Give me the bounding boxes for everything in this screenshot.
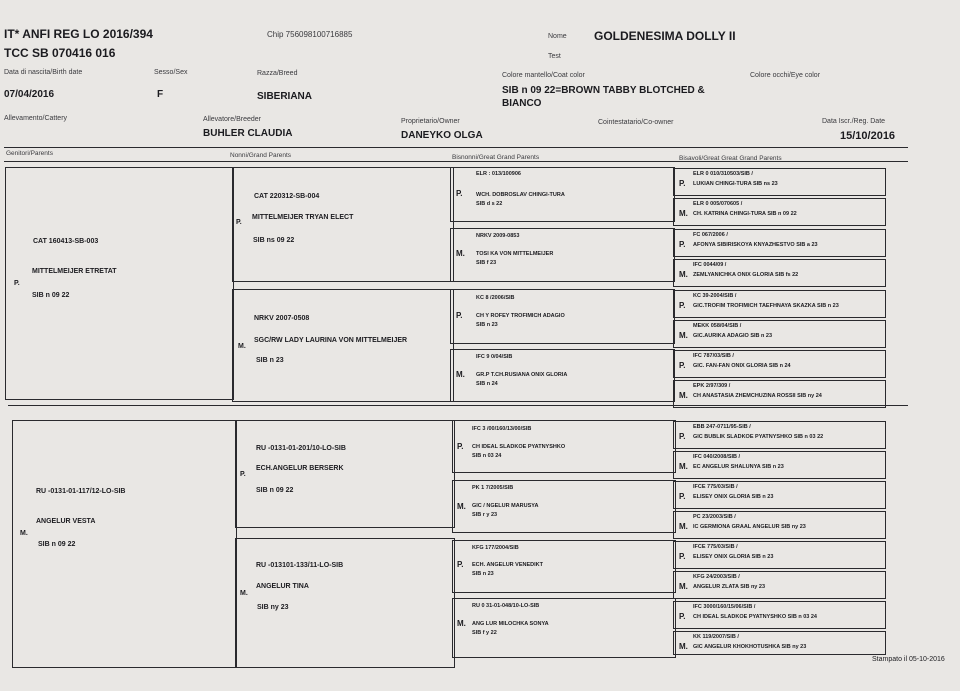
- header-divider: [4, 147, 908, 148]
- gggrand-reg: PC 23/2003/SIB /: [693, 514, 736, 520]
- grand-3-ems: SIB n 09 22: [256, 487, 294, 494]
- gggrand-reg: EBB 247-0711/95-SIB /: [693, 424, 751, 430]
- gggrand-reg: ELR 0 010/310503/SIB /: [693, 171, 753, 177]
- ggrand-7-sex: P.: [457, 560, 464, 569]
- gggrand-sex: M.: [679, 331, 688, 340]
- parent-box-sire: [5, 167, 234, 400]
- gggrand-name: ELISEY ONIX GLORIA SIB n 23: [693, 494, 774, 500]
- ggrand-4-reg: IFC 9 0/04/SIB: [476, 354, 513, 360]
- ggrand-5-sex: P.: [457, 442, 464, 451]
- ggrand-6-sex: M.: [457, 502, 466, 511]
- grand-box-2: [232, 289, 454, 402]
- gggrand-sex: P.: [679, 361, 686, 370]
- gggrand-sex: M.: [679, 582, 688, 591]
- breeder-value: BUHLER CLAUDIA: [203, 128, 293, 139]
- regdate-label: Data Iscr./Reg. Date: [822, 118, 886, 125]
- ggrand-3-reg: KC 8 /2006/SIB: [476, 295, 515, 301]
- gggrand-name: CH IDEAL SLADKOE PYATNYSHKO SIB n 03 24: [693, 614, 817, 620]
- ggrand-4-name: GR.P T.CH.RUSIANA ONIX GLORIA: [476, 372, 568, 378]
- gggrand-reg: KC 39-2004/SIB /: [693, 293, 737, 299]
- ggrand-1-ems: SIB d s 22: [476, 201, 503, 207]
- gggrand-name: GIC ANGELUR KHOKHOTUSHKA SIB ny 23: [693, 644, 807, 650]
- ggrand-3-name: CH Y ROFEY TROFIMICH ADAGIO: [476, 313, 565, 319]
- gggrand-sex: P.: [679, 179, 686, 188]
- gggrand-name: ZEMLYANICHKA ONIX GLORIA SIB fs 22: [693, 272, 799, 278]
- ggrand-6-name: GIC / NGELUR MARUSYA: [472, 503, 539, 509]
- ggrand-3-sex: P.: [456, 311, 463, 320]
- dam-reg: RU -0131-01-117/12-LO-SIB: [36, 488, 126, 495]
- grand-3-sex: P.: [240, 471, 246, 478]
- grand-box-4: [235, 538, 455, 668]
- owner-label: Proprietario/Owner: [401, 118, 460, 125]
- ggrand-7-ems: SIB n 23: [472, 571, 494, 577]
- grand-4-ems: SIB ny 23: [257, 604, 289, 611]
- ggrand-3-ems: SIB n 23: [476, 322, 498, 328]
- grand-box-1: [232, 167, 454, 282]
- ggrand-5-ems: SIB n 03 24: [472, 453, 502, 459]
- grand-3-name: ECH.ANGELUR BERSERK: [256, 465, 344, 472]
- gggrand-reg: FC 067/2006 /: [693, 232, 728, 238]
- gggrand-sex: M.: [679, 209, 688, 218]
- gggrand-name: ANGELUR ZLATA SIB ny 23: [693, 584, 766, 590]
- grand-2-sex: M.: [238, 343, 246, 350]
- grand-1-sex: P.: [236, 219, 242, 226]
- name-label: Nome: [548, 33, 567, 40]
- ggrand-1-name: WCH. DOBROSLAV CHINGI-TURA: [476, 192, 565, 198]
- ggrand-7-name: ECH. ANGELUR VENEDIKT: [472, 562, 543, 568]
- ggrand-8-reg: RU 0 31-01-048/10-LO-SIB: [472, 603, 540, 609]
- gggrand-reg: IFCE 775/03/SIB /: [693, 484, 738, 490]
- gggrand-name: ELISEY ONIX GLORIA SIB n 23: [693, 554, 774, 560]
- gggrand-reg: IFC 787/03/SIB /: [693, 353, 734, 359]
- coowner-label: Cointestatario/Co-owner: [598, 119, 674, 126]
- breeder-label: Allevatore/Breeder: [203, 116, 261, 123]
- ggrand-8-name: ANG LUR MILOCHKA SONYA: [472, 621, 549, 627]
- gggrand-name: CH ANASTASIA ZHEMCHUZINA ROSSII SIB ny 24: [693, 393, 822, 399]
- grand-4-reg: RU -013101-133/11-LO-SIB: [256, 562, 344, 569]
- gggrand-sex: M.: [679, 391, 688, 400]
- test-label: Test: [548, 53, 561, 60]
- gggrand-sex: P.: [679, 612, 686, 621]
- gggrand-reg: IFC 3000/160/15/06/SIB /: [693, 604, 756, 610]
- ggrand-6-reg: PK 1 7/2005/SIB: [472, 485, 514, 491]
- grand-3-reg: RU -0131-01-201/10-LO-SIB: [256, 445, 346, 452]
- col-ggrand: Bisnonni/Great Grand Parents: [452, 154, 540, 161]
- dam-name: ANGELUR VESTA: [36, 518, 96, 525]
- col-parents: Genitori/Parents: [6, 150, 53, 157]
- gggrand-name: EC ANGELUR SHALUNYA SIB n 23: [693, 464, 784, 470]
- gggrand-sex: M.: [679, 270, 688, 279]
- dob-label: Data di nascita/Birth date: [4, 69, 83, 76]
- gggrand-reg: MEKK 058/04/SIB /: [693, 323, 742, 329]
- breed-value: SIBERIANA: [257, 91, 313, 102]
- ggrand-4-sex: M.: [456, 370, 465, 379]
- gggrand-sex: P.: [679, 492, 686, 501]
- grand-1-reg: CAT 220312-SB-004: [254, 193, 320, 200]
- ggrand-5-reg: IFC 3 /00/160/13/00/SIB: [472, 426, 532, 432]
- ggrand-2-ems: SIB f 23: [476, 260, 497, 266]
- eye-label: Colore occhi/Eye color: [750, 72, 821, 79]
- ggrand-1-sex: P.: [456, 189, 463, 198]
- ggrand-6-ems: SIB r y 23: [472, 512, 498, 518]
- ggrand-7-reg: KFG 177/2004/SIB: [472, 545, 519, 551]
- col-gggrand: Bisavoli/Great Great Grand Parents: [679, 155, 782, 162]
- registration-number: IT* ANFI REG LO 2016/394: [4, 27, 153, 41]
- sire-reg: CAT 160413-SB-003: [33, 238, 99, 245]
- gggrand-name: GIC.TROFIM TROFIMICH TAEFHNAYA SKAZKA SIB n 23: [693, 303, 839, 309]
- gggrand-reg: IFC 040/2008/SIB /: [693, 454, 741, 460]
- coat-label: Colore mantello/Coat color: [502, 72, 585, 79]
- sex-label: Sesso/Sex: [154, 69, 188, 76]
- grand-box-3: [235, 420, 455, 528]
- ggrand-4-ems: SIB n 24: [476, 381, 498, 387]
- grand-4-name: ANGELUR TINA: [256, 583, 309, 590]
- ggrand-5-name: CH IDEAL SLADKOE PYATNYSHKO: [472, 444, 566, 450]
- sire-name: MITTELMEIJER ETRETAT: [32, 268, 117, 275]
- grand-4-sex: M.: [240, 590, 248, 597]
- gggrand-name: LUKIAN CHINGI-TURA SIB ns 23: [693, 181, 778, 187]
- coat-value-line1: SIB n 09 22=BROWN TABBY BLOTCHED &: [502, 85, 705, 96]
- ggrand-1-reg: ELR : 013/100906: [476, 171, 521, 177]
- ggrand-8-sex: M.: [457, 619, 466, 628]
- regdate-value: 15/10/2016: [840, 130, 896, 142]
- ggrand-8-ems: SIB f y 22: [472, 630, 497, 636]
- dam-sex: M.: [20, 530, 28, 537]
- sire-ems: SIB n 09 22: [32, 292, 70, 299]
- gggrand-sex: M.: [679, 462, 688, 471]
- col-grand: Nonni/Grand Parents: [230, 152, 292, 159]
- cat-name: GOLDENESIMA DOLLY II: [594, 29, 736, 43]
- owner-value: DANEYKO OLGA: [401, 130, 483, 141]
- gggrand-sex: P.: [679, 432, 686, 441]
- gggrand-sex: P.: [679, 552, 686, 561]
- gggrand-name: IC GERMIONA GRAAL ANGELUR SIB ny 23: [693, 524, 806, 530]
- columns-divider: [4, 161, 908, 162]
- gggrand-name: GIC BUBLIK SLADKOE PYATNYSHKO SIB n 03 22: [693, 434, 824, 440]
- ggrand-2-name: TOSI KA VON MITTELMEIJER: [476, 251, 554, 257]
- gggrand-sex: M.: [679, 522, 688, 531]
- ggrand-2-reg: NRKV 2009-0853: [476, 233, 520, 239]
- gggrand-reg: IFCE 775/03/SIB /: [693, 544, 738, 550]
- grand-1-name: MITTELMEIJER TRYAN ELECT: [252, 214, 354, 221]
- gggrand-name: AFONYA SIBIRISKOYA KNYAZHESTVO SIB a 23: [693, 242, 818, 248]
- printed-date: Stampato il 05-10-2016: [872, 656, 945, 663]
- gggrand-sex: P.: [679, 240, 686, 249]
- gggrand-reg: IFC 0044/09 /: [693, 262, 727, 268]
- coat-value-line2: BIANCO: [502, 98, 542, 109]
- gggrand-name: GIC. FAN-FAN ONIX GLORIA SIB n 24: [693, 363, 791, 369]
- gggrand-sex: M.: [679, 642, 688, 651]
- gggrand-reg: ELR 0 005/070605 /: [693, 201, 743, 207]
- gggrand-reg: KFG 24/2003/SIB /: [693, 574, 740, 580]
- gggrand-sex: P.: [679, 301, 686, 310]
- breed-label: Razza/Breed: [257, 70, 298, 77]
- gggrand-name: GIC.AURIKA ADAGIO SIB n 23: [693, 333, 773, 339]
- sire-sex: P.: [14, 280, 20, 287]
- tcc-number: TCC SB 070416 016: [4, 46, 116, 60]
- gggrand-reg: KK 119/2007/SIB /: [693, 634, 739, 640]
- cattery-label: Allevamento/Cattery: [4, 115, 68, 122]
- gggrand-name: CH. KATRINA CHINGI-TURA SIB n 09 22: [693, 211, 797, 217]
- dam-ems: SIB n 09 22: [38, 541, 76, 548]
- grand-1-ems: SIB ns 09 22: [253, 237, 295, 244]
- grand-2-ems: SIB n 23: [256, 357, 284, 364]
- chip-number: Chip 756098100716885: [267, 30, 353, 39]
- grand-2-name: SGC/RW LADY LAURINA VON MITTELMEIJER: [254, 337, 408, 344]
- ggrand-2-sex: M.: [456, 249, 465, 258]
- gggrand-reg: EPK 2/97/309 /: [693, 383, 731, 389]
- grand-2-reg: NRKV 2007-0508: [254, 315, 310, 322]
- dob-value: 07/04/2016: [4, 89, 55, 100]
- sex-value: F: [157, 89, 164, 100]
